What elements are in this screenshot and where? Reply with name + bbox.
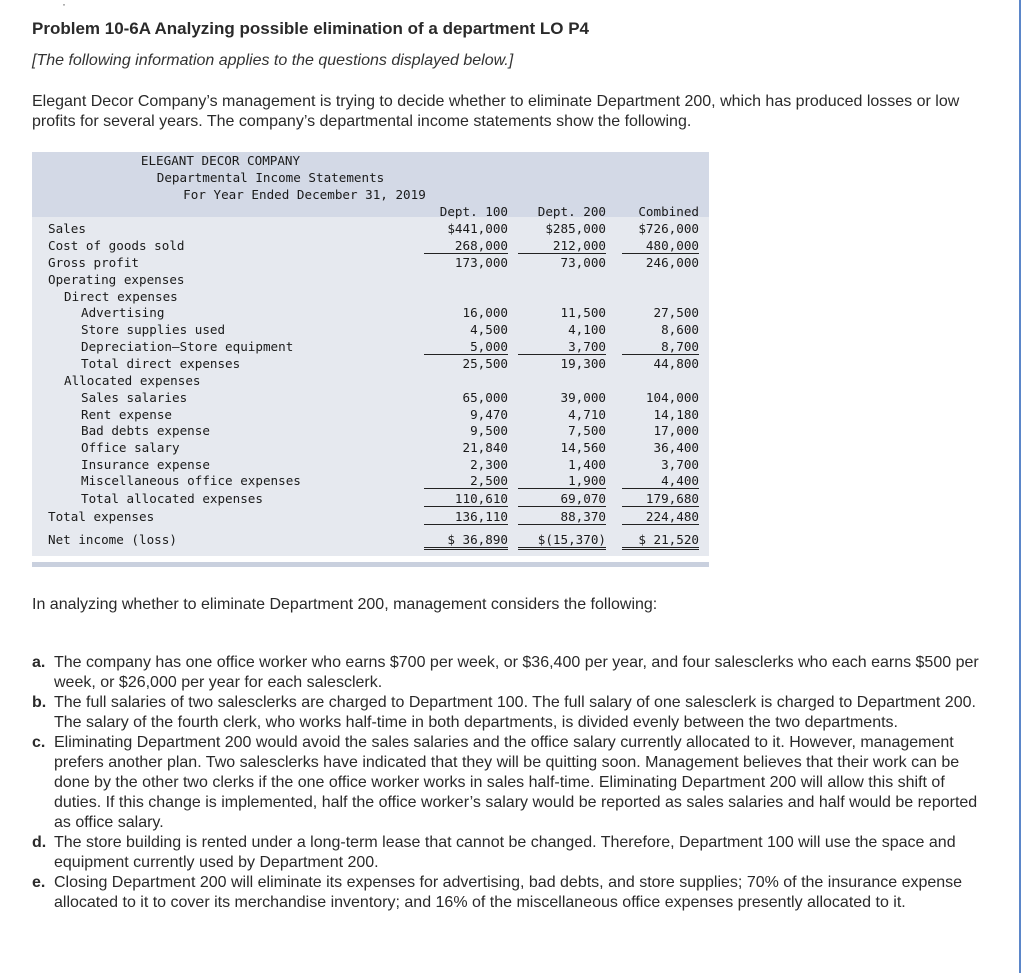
row-value: 480,000 — [622, 238, 699, 254]
row-label: Store supplies used — [81, 322, 226, 337]
statement-period: For Year Ended December 31, 2019 — [183, 187, 426, 202]
row-value: 25,500 — [462, 356, 508, 371]
item-text: The full salaries of two salesclerks are charged to Department 100. The full salary of one salesclerk is charged to Department 200. The salary of the fourth clerk, who works half-time in both departments, is divided evenly between the two departments. — [54, 694, 976, 731]
row-value: 88,370 — [518, 509, 606, 525]
considerations-list — [32, 653, 982, 913]
row-value: $ 21,520 — [622, 532, 699, 550]
row-label: Advertising — [81, 305, 165, 320]
row-value: 39,000 — [560, 390, 606, 405]
item-letter: a. — [32, 654, 46, 671]
row-value: 3,700 — [661, 457, 699, 472]
consideration-item — [32, 873, 982, 913]
item-letter: b. — [32, 694, 47, 711]
intro-paragraph: Elegant Decor Company’s management is trying to decide whether to eliminate Department 200, which has produced losses or low profits for several years. The company’s departmental income statements show the following. — [32, 93, 960, 130]
statement-bottom-bar — [32, 562, 709, 567]
consideration-item — [32, 693, 982, 733]
item-letter: c. — [32, 734, 46, 751]
top-mark: · — [62, 0, 66, 11]
row-label: Cost of goods sold — [48, 238, 185, 253]
row-value: 104,000 — [645, 390, 699, 405]
row-label: Bad debts expense — [81, 423, 210, 438]
row-value: $285,000 — [545, 221, 606, 236]
row-label: Depreciation—Store equipment — [81, 339, 294, 354]
row-label: Sales salaries — [81, 390, 188, 405]
row-value: 224,480 — [622, 509, 699, 525]
row-value: $(15,370) — [518, 532, 606, 550]
statement-name: Departmental Income Statements — [156, 170, 385, 185]
row-label: Total allocated expenses — [81, 491, 263, 506]
row-value: 2,500 — [424, 473, 508, 489]
item-text: The company has one office worker who earns $700 per week, or $36,400 per year, and four salesclerks who each earns $500 per week, or $26,000 per year for each salesclerk. — [54, 654, 979, 691]
row-label: Net income (loss) — [48, 532, 177, 547]
row-value: 4,710 — [568, 407, 606, 422]
context-note: [The following information applies to the questions displayed below.] — [32, 52, 514, 69]
statement-company: ELEGANT DECOR COMPANY — [140, 153, 301, 168]
item-text: The store building is rented under a long-term lease that cannot be changed. Therefore, Department 100 will use the space and equipment currently used by Department 200. — [54, 834, 956, 871]
row-label: Gross profit — [48, 255, 139, 270]
row-value: 36,400 — [653, 440, 699, 455]
row-value: 136,110 — [424, 509, 508, 525]
row-value: 3,700 — [518, 339, 606, 355]
item-letter: e. — [32, 874, 46, 891]
row-value: 268,000 — [424, 238, 508, 254]
consideration-item — [32, 653, 982, 693]
row-value: 1,900 — [518, 473, 606, 489]
row-label: Rent expense — [81, 407, 172, 422]
row-value: 4,400 — [622, 473, 699, 489]
column-header-dept-200: Dept. 200 — [537, 204, 606, 219]
consideration-item — [32, 733, 982, 833]
row-value: 179,680 — [622, 491, 699, 507]
row-value: 21,840 — [462, 440, 508, 455]
row-value: 65,000 — [462, 390, 508, 405]
row-value: 14,560 — [560, 440, 606, 455]
row-value: $ 36,890 — [424, 532, 508, 550]
row-label: Total expenses — [48, 509, 155, 524]
row-value: 173,000 — [454, 255, 508, 270]
row-label: Operating expenses — [48, 272, 185, 287]
row-value: 8,700 — [622, 339, 699, 355]
row-value: 9,500 — [470, 423, 508, 438]
row-label: Office salary — [81, 440, 180, 455]
row-value: 246,000 — [645, 255, 699, 270]
row-value: 44,800 — [653, 356, 699, 371]
row-value: 9,470 — [470, 407, 508, 422]
row-value: 69,070 — [518, 491, 606, 507]
row-value: 2,300 — [470, 457, 508, 472]
row-value: 16,000 — [462, 305, 508, 320]
row-value: 17,000 — [653, 423, 699, 438]
income-statement-table — [32, 152, 709, 556]
row-value: 11,500 — [560, 305, 606, 320]
row-value: 212,000 — [518, 238, 606, 254]
row-value: $726,000 — [638, 221, 699, 236]
row-value: 27,500 — [653, 305, 699, 320]
row-value: $441,000 — [447, 221, 508, 236]
problem-title: Problem 10-6A Analyzing possible elimination of a department LO P4 — [32, 19, 590, 38]
row-value: 8,600 — [661, 322, 699, 337]
row-value: 73,000 — [560, 255, 606, 270]
column-header-combined: Combined — [638, 204, 699, 219]
row-value: 14,180 — [653, 407, 699, 422]
row-value: 110,610 — [424, 491, 508, 507]
row-label: Allocated expenses — [64, 373, 201, 388]
consideration-item — [32, 833, 982, 873]
analysis-intro: In analyzing whether to eliminate Department 200, management considers the following: — [32, 596, 658, 613]
row-value: 5,000 — [424, 339, 508, 355]
row-value: 19,300 — [560, 356, 606, 371]
item-text: Closing Department 200 will eliminate its expenses for advertising, bad debts, and store supplies; 70% of the insurance expense allocated to it to cover its merchandise inventory; and 16% of the miscellaneous office expenses presently allocated to it. — [54, 874, 963, 911]
row-label: Total direct expenses — [81, 356, 241, 371]
row-value: 1,400 — [568, 457, 606, 472]
column-header-dept-100: Dept. 100 — [439, 204, 508, 219]
row-label: Direct expenses — [64, 289, 178, 304]
item-text: Eliminating Department 200 would avoid the sales salaries and the office salary currently allocated to it. However, management prefers another plan. Two salesclerks have indicated that they will be quitting soon. Management believes that their work can be done by the other two clerks if the one office worker works in sales half-time. Eliminating Department 200 will allow this shift of duties. If this change is implemented, half the office worker’s salary would be reported as sales salaries and half would be reported as office salary. — [54, 734, 978, 831]
row-value: 4,500 — [470, 322, 508, 337]
page-right-border — [1019, 0, 1021, 973]
row-value: 7,500 — [568, 423, 606, 438]
row-label: Sales — [48, 221, 86, 236]
row-value: 4,100 — [568, 322, 606, 337]
row-label: Miscellaneous office expenses — [81, 473, 301, 488]
item-letter: d. — [32, 834, 47, 851]
row-label: Insurance expense — [81, 457, 210, 472]
